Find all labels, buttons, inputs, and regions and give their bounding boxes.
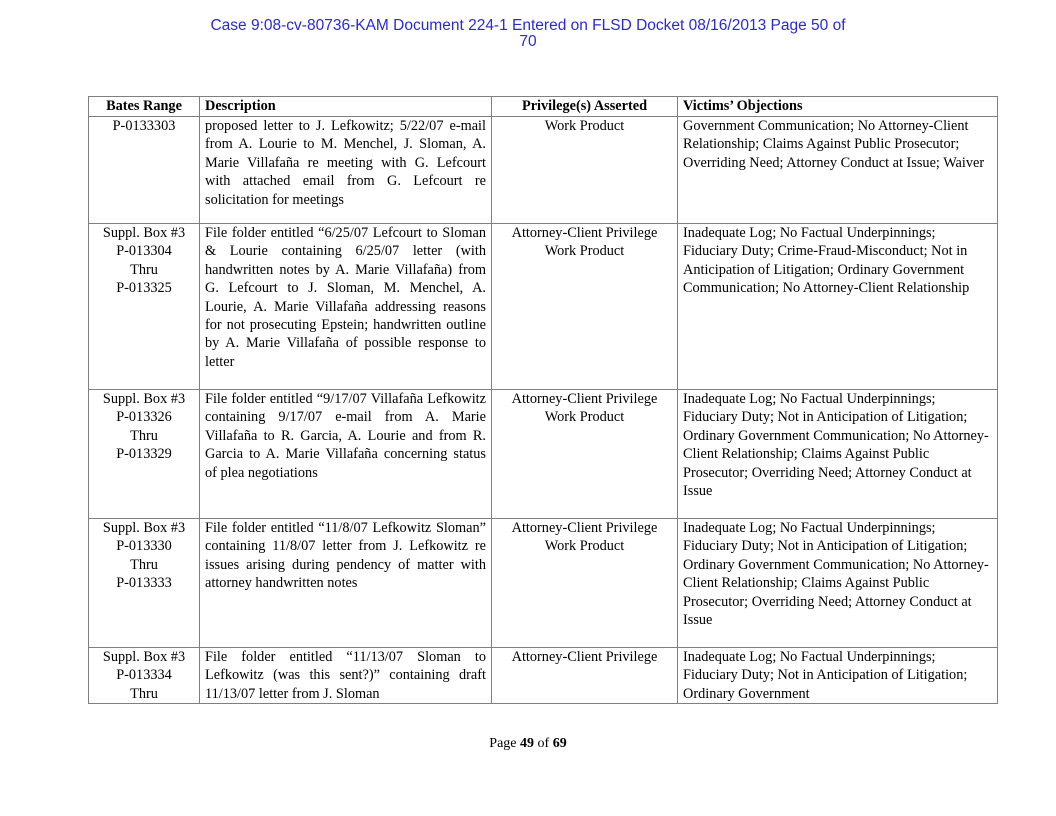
- description-cell: File folder entitled “11/13/07 Sloman to Lefkowitz (was this sent?)” containing draft 11/13/07 letter from J. Sloman: [200, 648, 492, 704]
- privilege-line: Attorney-Client Privilege: [511, 649, 658, 665]
- bates-line: P-013334: [116, 667, 172, 684]
- description-cell: proposed letter to J. Lefkowitz; 5/22/07 e-mail from A. Lourie to M. Menchel, J. Sloman, A. Marie Villafaña re meeting with G. Lefcourt with attached email from G. Lefcourt re solicitation for meetings: [200, 117, 492, 224]
- column-header-privileges: Privilege(s) Asserted: [492, 97, 678, 117]
- bates-line: P-013326: [116, 409, 172, 426]
- privilege-cell: [492, 224, 678, 390]
- privilege-log-table: [88, 96, 998, 704]
- bates-cell: [89, 648, 200, 704]
- privilege-line: Attorney-Client Privilege: [511, 520, 658, 536]
- privilege-line: Work Product: [544, 118, 625, 134]
- objections-cell: Inadequate Log; No Factual Underpinnings; Fiduciary Duty; Not in Anticipation of Litigation; Ordinary Government: [678, 648, 998, 704]
- column-header-description: Description: [200, 97, 492, 117]
- privilege-cell: [492, 117, 678, 224]
- table-row: [89, 390, 998, 519]
- privilege-cell: [492, 648, 678, 704]
- objections-cell: Inadequate Log; No Factual Underpinnings; Fiduciary Duty; Crime-Fraud-Misconduct; Not in Anticipation of Litigation; Ordinary Government Communication; No Attorney-Client Relationship: [678, 224, 998, 390]
- bates-line: P-013330: [116, 538, 172, 555]
- page-footer: [0, 736, 1056, 752]
- bates-line: Thru: [130, 685, 158, 702]
- bates-line: Suppl. Box #3: [102, 391, 186, 407]
- docket-header: [0, 18, 1056, 50]
- privilege-line: Work Product: [544, 409, 625, 426]
- bates-line: P-013325: [116, 280, 172, 297]
- docket-header-line2: 70: [519, 33, 537, 50]
- column-header-objections: Victims’ Objections: [678, 97, 998, 117]
- bates-line: P-013329: [116, 446, 172, 463]
- bates-line: Suppl. Box #3: [102, 520, 186, 536]
- table-row: [89, 224, 998, 390]
- privilege-line: Attorney-Client Privilege: [511, 225, 658, 241]
- table-header-row: [89, 97, 998, 117]
- bates-cell: [89, 224, 200, 390]
- description-cell: File folder entitled “6/25/07 Lefcourt to Sloman & Lourie containing 6/25/07 letter (with handwritten notes by A. Marie Villafaña) from G. Lefcourt to J. Sloman, M. Menchel, A. Lourie, A. Marie Villafaña addressing reasons for not prosecuting Epstein; handwritten outline by A. Marie Villafaña of possible response to letter: [200, 224, 492, 390]
- bates-cell: [89, 519, 200, 648]
- bates-cell: [89, 117, 200, 224]
- privilege-line: Work Product: [544, 243, 625, 260]
- privilege-line: Attorney-Client Privilege: [511, 391, 658, 407]
- description-cell: File folder entitled “11/8/07 Lefkowitz Sloman” containing 11/8/07 letter from J. Lefkowitz re issues arising during pendency of matter with attorney handwritten notes: [200, 519, 492, 648]
- bates-line: Thru: [130, 556, 158, 573]
- footer-page-total: 69: [552, 736, 567, 751]
- footer-of: of: [534, 736, 553, 751]
- bates-line: P-0133303: [112, 118, 176, 134]
- privilege-cell: [492, 390, 678, 519]
- bates-line: Suppl. Box #3: [102, 649, 186, 665]
- docket-header-line1: Case 9:08-cv-80736-KAM Document 224-1 Entered on FLSD Docket 08/16/2013 Page 50 of: [210, 17, 846, 34]
- objections-cell: Inadequate Log; No Factual Underpinnings; Fiduciary Duty; Not in Anticipation of Litigation; Ordinary Government Communication; No Attorney-Client Relationship; Claims Against Public Prosecutor; Overriding Need; Attorney Conduct at Issue: [678, 390, 998, 519]
- bates-line: Thru: [130, 427, 158, 444]
- bates-cell: [89, 390, 200, 519]
- table-row: [89, 648, 998, 704]
- footer-prefix: Page: [489, 736, 521, 751]
- footer-page-number: 49: [520, 736, 535, 751]
- privilege-cell: [492, 519, 678, 648]
- bates-line: Thru: [130, 261, 158, 278]
- bates-line: P-013333: [116, 575, 172, 592]
- bates-line: P-013304: [116, 243, 172, 260]
- objections-cell: Inadequate Log; No Factual Underpinnings; Fiduciary Duty; Not in Anticipation of Litigation; Ordinary Government Communication; No Attorney-Client Relationship; Claims Against Public Prosecutor; Overriding Need; Attorney Conduct at Issue: [678, 519, 998, 648]
- privilege-line: Work Product: [544, 538, 625, 555]
- description-cell: File folder entitled “9/17/07 Villafaña Lefkowitz containing 9/17/07 e-mail from A. Marie Villafaña to R. Garcia, A. Lourie and from R. Garcia to A. Marie Villafaña concerning status of plea negotiations: [200, 390, 492, 519]
- objections-cell: Government Communication; No Attorney-Client Relationship; Claims Against Public Prosecutor; Overriding Need; Attorney Conduct at Issue; Waiver: [678, 117, 998, 224]
- bates-line: Suppl. Box #3: [102, 225, 186, 241]
- table-row: [89, 519, 998, 648]
- column-header-bates: Bates Range: [89, 97, 200, 117]
- table-row: [89, 117, 998, 224]
